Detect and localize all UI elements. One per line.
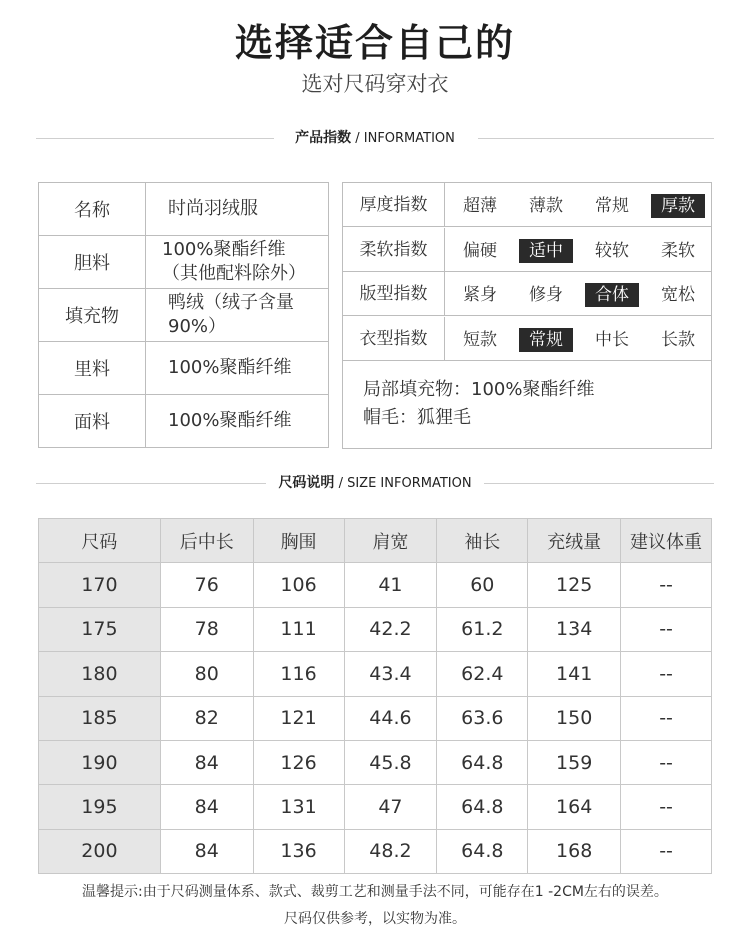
table-cell: --	[621, 785, 712, 829]
index-option-selected: 合体	[585, 283, 639, 307]
info-key: 胆料	[39, 236, 146, 289]
table-cell: 168	[528, 829, 621, 873]
table-cell: 84	[160, 785, 253, 829]
index-note-line: 帽毛：狐狸毛	[363, 407, 471, 428]
index-option: 超薄	[463, 196, 497, 216]
size-cell: 170	[39, 563, 161, 607]
product-info-table	[38, 182, 329, 448]
column-header: 袖长	[437, 519, 528, 563]
table-row	[39, 652, 712, 696]
table-cell: --	[621, 563, 712, 607]
table-cell: 64.8	[437, 740, 528, 784]
product-index-panel	[342, 182, 712, 449]
table-cell: --	[621, 740, 712, 784]
info-row	[39, 395, 329, 448]
size-table	[38, 518, 712, 874]
column-header: 胸围	[253, 519, 344, 563]
table-cell: 63.6	[437, 696, 528, 740]
index-option: 宽松	[661, 285, 695, 305]
info-value	[146, 236, 329, 289]
index-option-selected: 常规	[519, 328, 573, 352]
index-label: 柔软指数	[343, 228, 445, 272]
table-cell: 61.2	[437, 607, 528, 651]
table-cell: 84	[160, 740, 253, 784]
table-cell: 48.2	[344, 829, 437, 873]
info-key: 面料	[39, 395, 146, 448]
size-header-row	[39, 519, 712, 563]
table-cell: 106	[253, 563, 344, 607]
table-row	[39, 829, 712, 873]
footnote-tip: 温馨提示:由于尺码测量体系、款式、裁剪工艺和测量手法不同，可能存在1 -2CM左右的误差。	[82, 884, 668, 900]
info-value-line: 100%聚酯纤维	[162, 239, 286, 260]
index-option: 较软	[595, 240, 629, 261]
table-cell: --	[621, 607, 712, 651]
page-subtitle: 选对尺码穿对衣	[301, 72, 449, 96]
index-option: 短款	[463, 329, 497, 350]
table-cell: --	[621, 829, 712, 873]
info-key: 里料	[39, 342, 146, 395]
info-row	[39, 342, 329, 395]
table-cell: 62.4	[437, 652, 528, 696]
table-cell: 111	[253, 607, 344, 651]
index-option: 偏硬	[463, 240, 497, 261]
table-cell: 134	[528, 607, 621, 651]
info-key: 填充物	[39, 289, 146, 342]
size-section-header	[36, 472, 714, 494]
index-row	[343, 183, 711, 227]
product-section-header	[36, 127, 714, 149]
table-cell: 84	[160, 829, 253, 873]
index-option: 薄款	[529, 196, 563, 216]
info-value: 100%聚酯纤维	[146, 342, 329, 395]
table-cell: 164	[528, 785, 621, 829]
index-label: 衣型指数	[343, 317, 445, 361]
table-cell: 64.8	[437, 785, 528, 829]
info-value: 100%聚酯纤维	[146, 395, 329, 448]
index-option-selected: 适中	[519, 239, 573, 263]
table-cell: 60	[437, 563, 528, 607]
table-cell: 42.2	[344, 607, 437, 651]
size-cell: 190	[39, 740, 161, 784]
table-cell: 64.8	[437, 829, 528, 873]
index-row	[343, 228, 711, 272]
index-option: 柔软	[661, 240, 695, 261]
index-notes	[363, 376, 594, 432]
size-cell: 200	[39, 829, 161, 873]
table-cell: 45.8	[344, 740, 437, 784]
footnote-reference: 尺码仅供参考，以实物为准。	[284, 911, 466, 927]
table-cell: 41	[344, 563, 437, 607]
table-row	[39, 785, 712, 829]
info-value-line: （其他配料除外）	[162, 263, 306, 284]
table-cell: --	[621, 652, 712, 696]
table-row	[39, 563, 712, 607]
info-row	[39, 183, 329, 236]
size-cell: 180	[39, 652, 161, 696]
table-cell: 141	[528, 652, 621, 696]
table-cell: 47	[344, 785, 437, 829]
index-option: 长款	[661, 329, 695, 350]
index-label: 厚度指数	[343, 183, 445, 227]
table-cell: --	[621, 696, 712, 740]
table-cell: 76	[160, 563, 253, 607]
column-header: 建议体重	[621, 519, 712, 563]
table-row	[39, 607, 712, 651]
table-cell: 121	[253, 696, 344, 740]
column-header: 充绒量	[528, 519, 621, 563]
index-option-selected: 厚款	[651, 194, 705, 218]
table-cell: 125	[528, 563, 621, 607]
index-label: 版型指数	[343, 272, 445, 316]
page-title: 选择适合自己的	[234, 21, 515, 65]
index-note-line: 局部填充物：100%聚酯纤维	[363, 379, 595, 400]
table-cell: 82	[160, 696, 253, 740]
table-cell: 131	[253, 785, 344, 829]
table-cell: 78	[160, 607, 253, 651]
product-section-label: 产品指数 / INFORMATION	[295, 130, 455, 146]
info-value: 时尚羽绒服	[146, 183, 329, 236]
table-cell: 116	[253, 652, 344, 696]
info-value: 鸭绒（绒子含量90%）	[146, 289, 329, 342]
table-row	[39, 740, 712, 784]
index-option: 紧身	[463, 285, 497, 305]
table-cell: 43.4	[344, 652, 437, 696]
size-cell: 175	[39, 607, 161, 651]
size-cell: 185	[39, 696, 161, 740]
index-row	[343, 317, 711, 361]
index-option: 修身	[529, 285, 563, 305]
table-cell: 150	[528, 696, 621, 740]
info-key: 名称	[39, 183, 146, 236]
table-cell: 44.6	[344, 696, 437, 740]
info-row	[39, 236, 329, 289]
size-section-label: 尺码说明 / SIZE INFORMATION	[278, 475, 472, 491]
size-cell: 195	[39, 785, 161, 829]
table-cell: 126	[253, 740, 344, 784]
index-option: 中长	[595, 329, 629, 350]
info-row	[39, 289, 329, 342]
table-cell: 159	[528, 740, 621, 784]
column-header: 肩宽	[344, 519, 437, 563]
table-cell: 136	[253, 829, 344, 873]
index-option: 常规	[595, 196, 629, 216]
index-row	[343, 272, 711, 316]
table-cell: 80	[160, 652, 253, 696]
column-header: 尺码	[39, 519, 161, 563]
column-header: 后中长	[160, 519, 253, 563]
table-row	[39, 696, 712, 740]
